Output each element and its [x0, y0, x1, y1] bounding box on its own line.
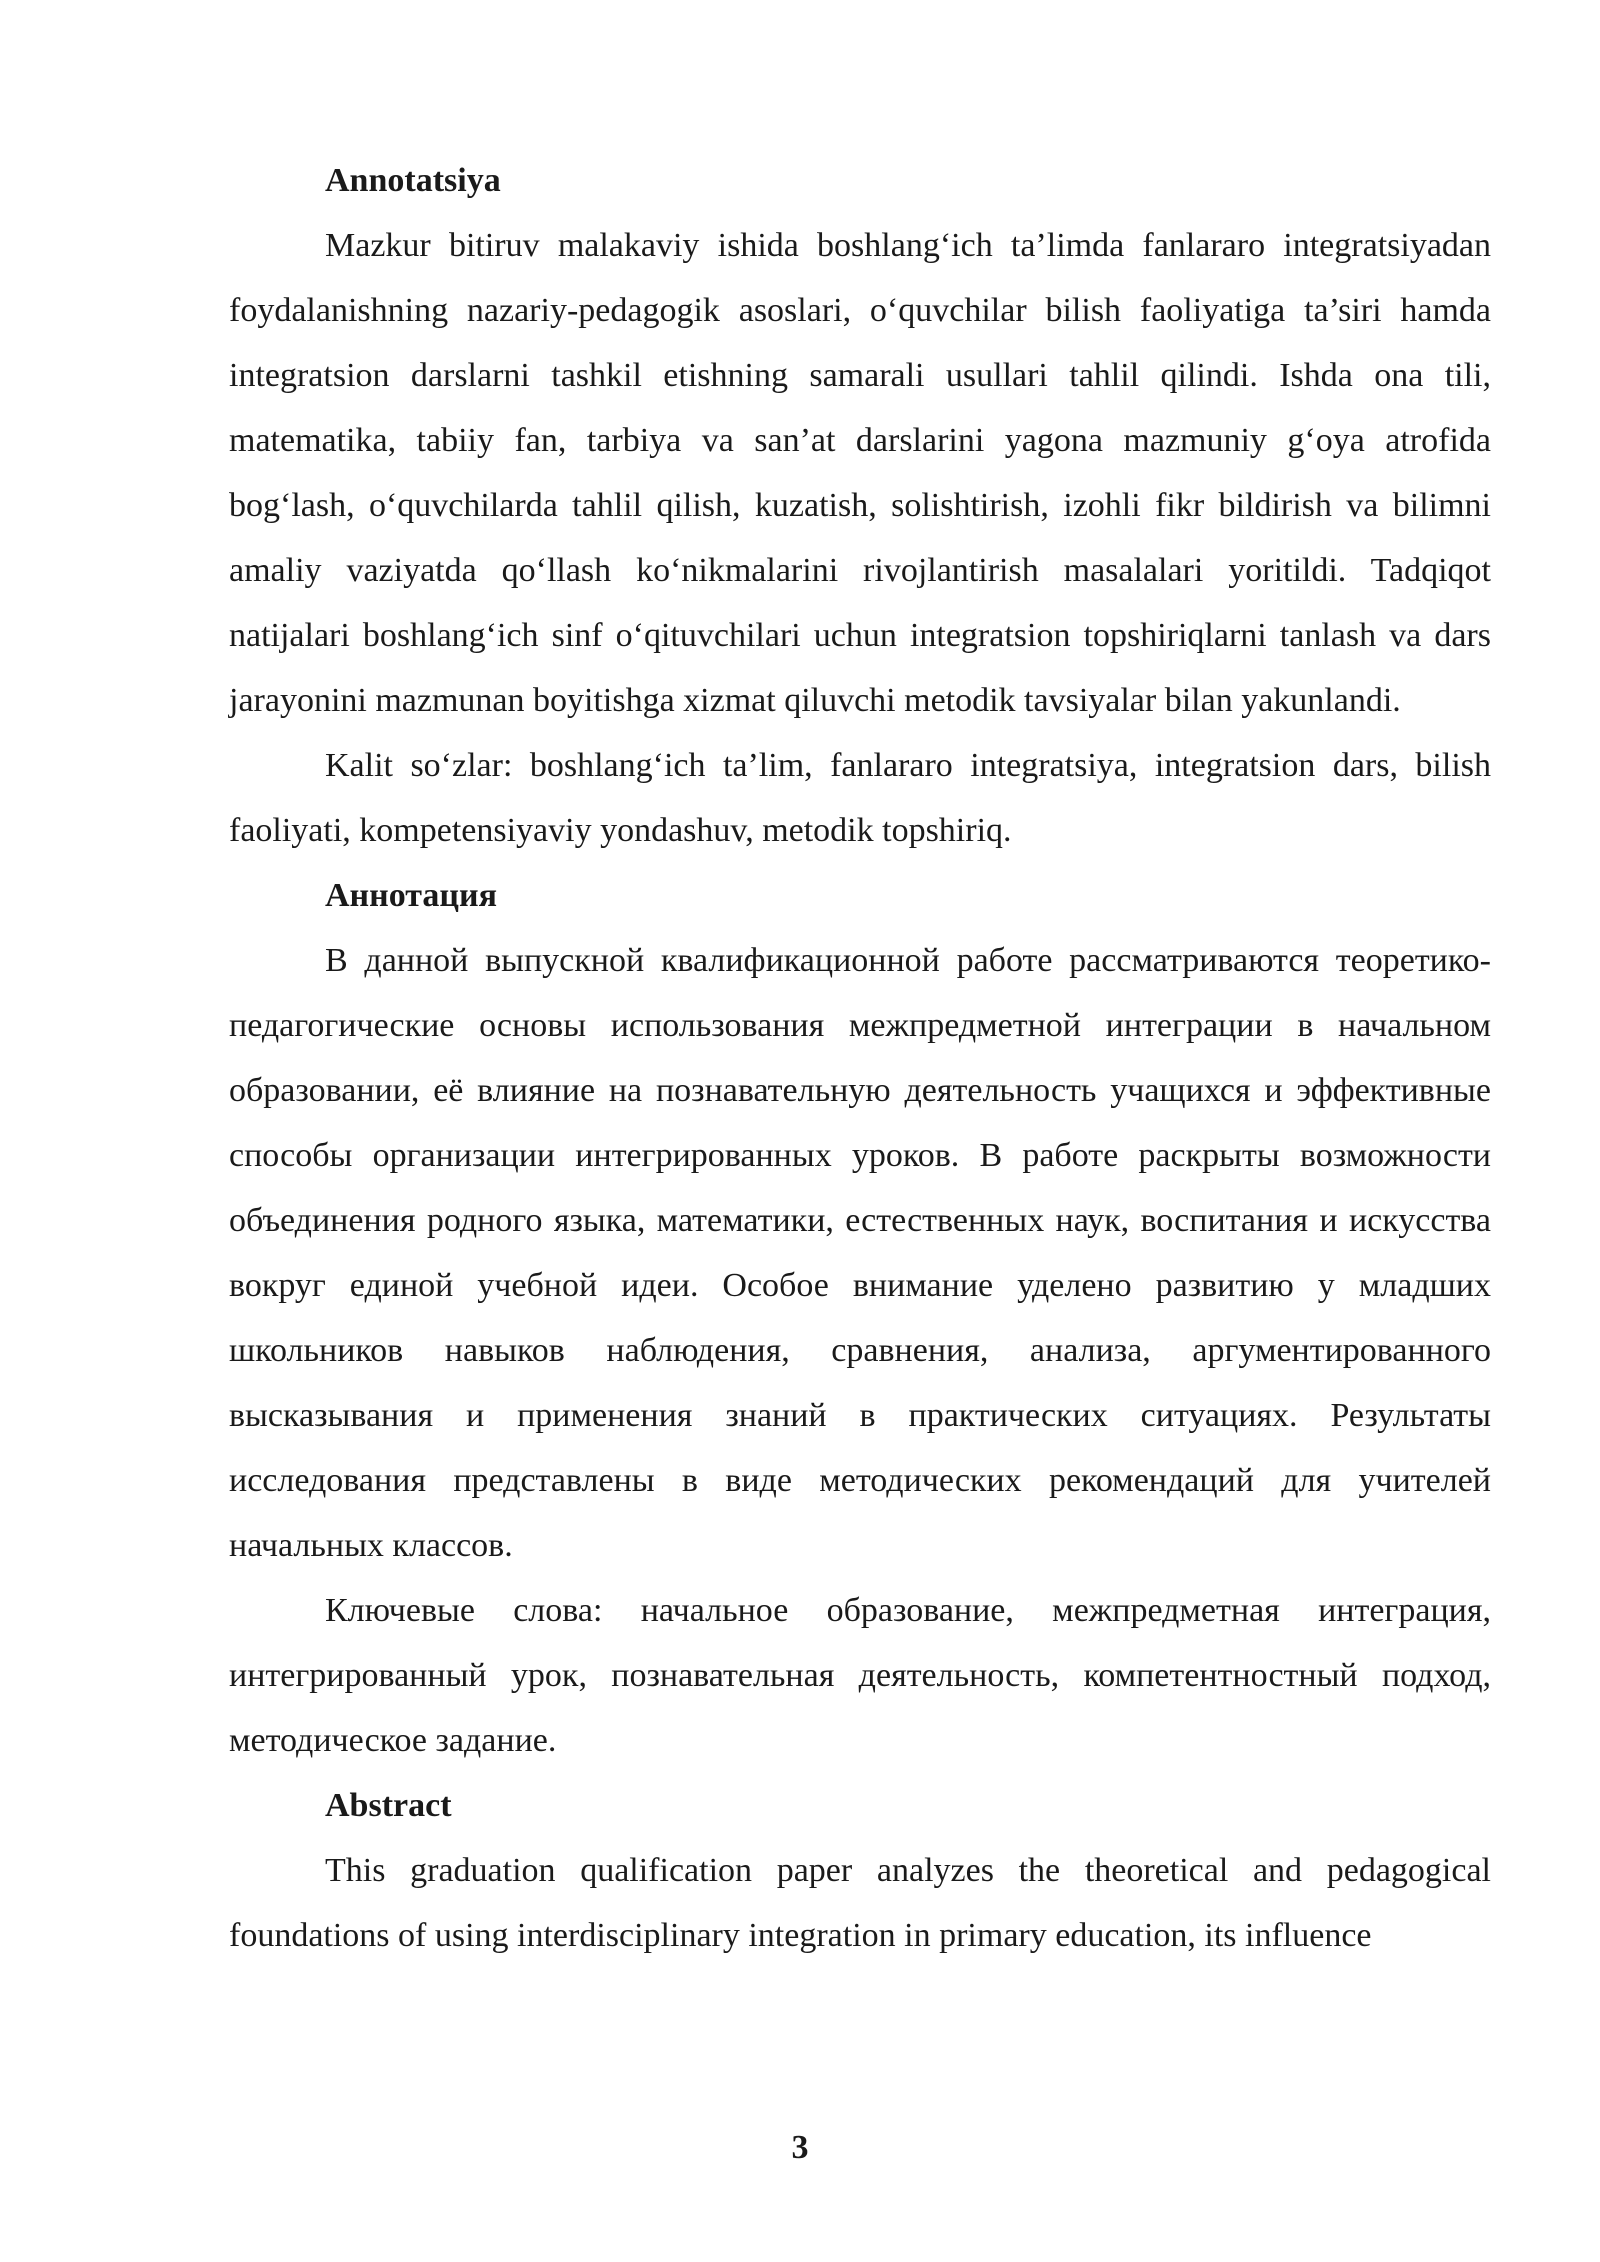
annotation-uz-keywords: Kalit so‘zlar: boshlang‘ich ta’lim, fanlararo integratsiya, integratsion dars, bilish faoliyati, kompetensiyaviy yondashuv, metodik topshiriq. [229, 747, 1491, 849]
abstract-en-section [229, 1773, 1491, 1968]
annotation-ru-body: В данной выпускной квалификационной работе рассматриваются теоретико-педагогические основы использования межпредметной интеграции в начальном образовании, её влияние на познавательную деятельность учащихся и эффективные способы организации интегрированных уроков. В работе раскрыты возможности объединения родного языка, математики, естественных наук, воспитания и искусства вокруг единой учебной идеи. Особое внимание уделено развитию у младших школьников навыков наблюдения, сравнения, анализа, аргументированного высказывания и применения знаний в практических ситуациях. Результаты исследования представлены в виде методических рекомендаций для учителей начальных классов. [229, 942, 1491, 1564]
document-page [229, 148, 1491, 1968]
annotation-uz-heading: Annotatsiya [325, 162, 501, 199]
annotation-ru-heading: Аннотация [325, 877, 497, 914]
page-number: 3 [791, 2129, 809, 2166]
abstract-en-heading: Abstract [325, 1787, 452, 1824]
annotation-ru-keywords: Ключевые слова: начальное образование, межпредметная интеграция, интегрированный урок, познавательная деятельность, компетентностный подход, методическое задание. [229, 1592, 1491, 1759]
annotation-uz-section [229, 148, 1491, 863]
annotation-uz-body: Mazkur bitiruv malakaviy ishida boshlang‘ich ta’limda fanlararo integratsiyadan foydalanishning nazariy-pedagogik asoslari, o‘quvchilar bilish faoliyatiga ta’siri hamda integratsion darslarni tashkil etishning samarali usullari tahlil qilindi. Ishda ona tili, matematika, tabiiy fan, tarbiya va san’at darslarini yagona mazmuniy g‘oya atrofida bog‘lash, o‘quvchilarda tahlil qilish, kuzatish, solishtirish, izohli fikr bildirish va bilimni amaliy vaziyatda qo‘llash ko‘nikmalarini rivojlantirish masalalari yoritildi. Tadqiqot natijalari boshlang‘ich sinf o‘qituvchilari uchun integratsion topshiriqlarni tanlash va dars jarayonini mazmunan boyitishga xizmat qiluvchi metodik tavsiyalar bilan yakunlandi. [229, 227, 1491, 719]
abstract-en-body: This graduation qualification paper analyzes the theoretical and pedagogical foundations of using interdisciplinary integration in primary education, its influence [229, 1852, 1491, 1954]
annotation-ru-section [229, 863, 1491, 1773]
